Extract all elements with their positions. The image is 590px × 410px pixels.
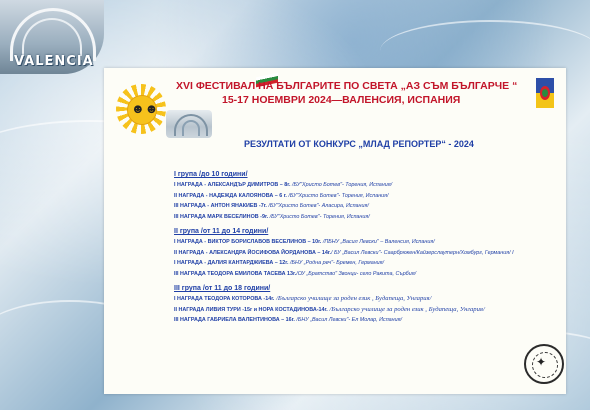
award-label: I НАГРАДА (174, 260, 203, 266)
children-faces-icon: ☻☻ (131, 101, 159, 116)
seal-logo-icon (524, 344, 564, 384)
results-title: РЕЗУЛТАТИ ОТ КОНКУРС „МЛАД РЕПОРТЕР“ - 2024 (244, 139, 474, 149)
list-item (174, 269, 514, 280)
award-label: III НАГРАДА (174, 317, 206, 323)
group-2 (174, 228, 514, 279)
school-detail: /ПБНУ „Васил Левски" – Валенсия, Испания/ (321, 239, 435, 245)
list-item (174, 258, 514, 269)
winner-name: ГАБРИЕЛА ВАЛЕНТИНОВА – 16г. (205, 317, 295, 323)
winner-name: - НАДЕЖДА КАЛОЯНОВА – 6 г. (204, 192, 287, 199)
award-label: II НАГРАДА (174, 306, 205, 313)
winner-name: - АЛЕКСАНДРА ЙОСИФОВА ЙОРДАНОВА – 14г. (204, 249, 332, 256)
school-detail: / БУ „Васил Левски"- Саарбрюкен/Кайзерслаутерн/Хомбург, Германия/ I (331, 249, 514, 256)
award-label: II НАГРАДА (174, 192, 205, 199)
award-label: III НАГРАДА (174, 213, 206, 220)
list-item (174, 201, 392, 212)
school-detail: /БНУ „Васил Левски"- Ел Молар, Испания/ (294, 317, 403, 323)
building-arch-icon (182, 120, 200, 136)
valencia-photo (0, 0, 104, 74)
valencia-label: VALENCIA (14, 54, 94, 69)
results-sheet (104, 68, 566, 394)
winner-name: ТЕОДОРА ЕМИЛОВА ТАСЕВА 13г. (205, 270, 297, 277)
group-heading: I група /до 10 години/ (174, 171, 248, 178)
school-detail: /БНУ „Родна реч"- Бремен, Германия/ (288, 260, 385, 266)
group-heading: III група /от 11 до 18 години/ (174, 285, 271, 292)
list-item (174, 315, 485, 326)
school-detail: /Българско училище за роден език , Будапеща, Унгария/ (327, 305, 485, 313)
school-detail: /БУ"Христо Ботев"- Торения, Испания/ (290, 182, 393, 188)
group-1 (174, 171, 392, 222)
group-heading: II група /от 11 до 14 години/ (174, 228, 269, 235)
school-detail: /ОУ „Братство" Звонци- село Ракита, Сърбия/ (296, 270, 417, 277)
list-item (174, 305, 485, 316)
winner-name: ТЕОДОРА КОТОРОВА -14г. (202, 296, 275, 302)
festival-sun-logo-icon (116, 84, 166, 134)
partner-logo-icon (536, 78, 554, 108)
winner-name: МАРК ВЕСЕЛИНОВ -9г. (205, 213, 269, 220)
list-item (174, 180, 392, 191)
group-3 (174, 285, 485, 326)
school-detail: /БУ"Христо Ботев"- Аласира, Испания/ (266, 203, 369, 209)
award-label: II НАГРАДА (174, 249, 205, 256)
school-detail: /БУ"Христо Ботев"- Торения, Испания/ (286, 192, 389, 199)
school-detail: /БУ"Христо Ботев"- Торения, Испания/ (268, 213, 370, 220)
award-label: III НАГРАДА (174, 203, 206, 209)
list-item (174, 294, 485, 305)
award-label: I НАГРАДА (174, 239, 203, 245)
winner-name: - АЛЕКСАНДЪР ДИМИТРОВ – 8г. (202, 182, 291, 188)
award-label: I НАГРАДА (174, 182, 203, 188)
winner-name: ЛИВИЯ ТУРИ -15г и НОРА КОСТАДИНОВА-14г. (204, 306, 328, 313)
logo-face-icon (542, 89, 548, 97)
list-item (174, 237, 514, 248)
award-label: III НАГРАДА (174, 270, 206, 277)
list-item (174, 191, 392, 202)
school-detail: /Българско училище за роден език , Будапеща, Унгария/ (274, 295, 432, 302)
list-item (174, 212, 392, 223)
winner-name: - АНТОН ЯНАКИЕВ -7г. (205, 203, 267, 209)
dancers-icon: ✦ (536, 355, 547, 369)
winner-name: - ДАЛИЯ КАНТАРДЖИЕВА – 12г. (202, 260, 289, 266)
award-label: I НАГРАДА (174, 296, 203, 302)
festival-dates: 15-17 НОЕМВРИ 2024—ВАЛЕНСИЯ, ИСПАНИЯ (222, 94, 461, 106)
festival-title: XVI ФЕСТИВАЛ НА БЪЛГАРИТЕ ПО СВЕТА „АЗ СЪМ БЪЛГАРЧЕ “ (176, 80, 518, 92)
list-item (174, 248, 514, 259)
valencia-building-photo (166, 110, 212, 138)
winner-name: - ВИКТОР БОРИСЛАВОВ ВЕСЕЛИНОВ – 10г. (202, 239, 322, 245)
